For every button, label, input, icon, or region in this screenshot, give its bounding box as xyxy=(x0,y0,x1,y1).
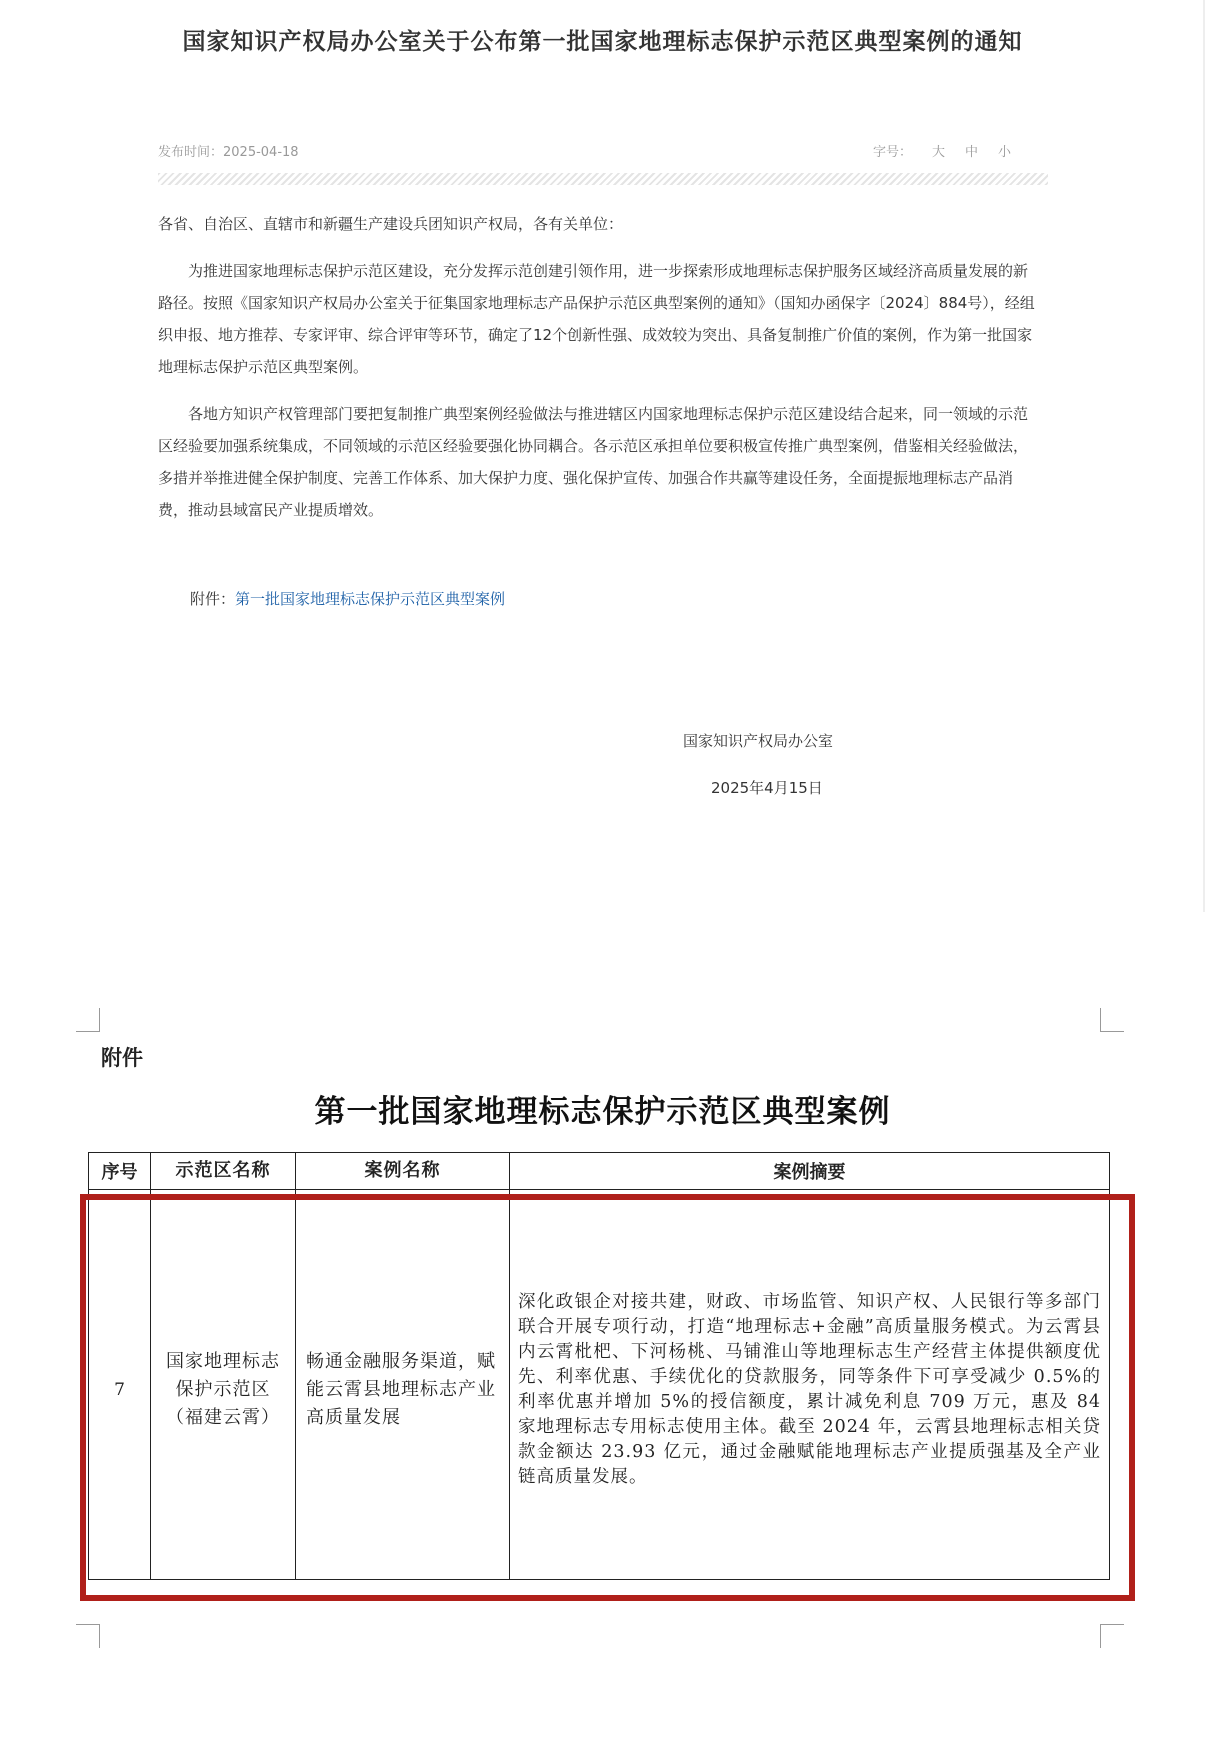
font-size-medium-button[interactable]: 中 xyxy=(965,145,979,160)
attachment-line xyxy=(190,588,505,609)
crop-mark xyxy=(76,1624,100,1648)
cell-summary: 深化政银企对接共建，财政、市场监管、知识产权、人民银行等多部门联合开展专项行动，打造“地理标志+金融”高质量服务模式。为云霄县内云霄枇杷、下河杨桃、马铺淮山等地理标志生产经营主体提供额度优先、利率优惠、手续优化的贷款服务，同等条件下可享受减少 0.5%的利率优惠并增加 5%的授信额度，累计减免利息 709 万元，惠及 84 家地理标志专用标志使用主体。截至 2024 年，云霄县地理标志相关贷款金额达 23.93 亿元，通过金融赋能地理标志产业提质强基及全产业链高质量发展。 xyxy=(510,1200,1110,1580)
crop-mark xyxy=(1100,1008,1124,1032)
table-header-row xyxy=(89,1153,1110,1190)
table-gap-row xyxy=(89,1190,1110,1200)
cell-no: 7 xyxy=(89,1200,151,1580)
attachment-label: 附件： xyxy=(190,590,236,608)
publish-date: 2025-04-18 xyxy=(223,145,299,160)
header-case-name: 案例名称 xyxy=(296,1153,510,1190)
hatched-divider xyxy=(158,173,1048,185)
signature-org: 国家知识产权局办公室 xyxy=(683,732,834,750)
publish-label: 发布时间： xyxy=(158,145,224,160)
body-paragraph: 各地方知识产权管理部门要把复制推广典型案例经验做法与推进辖区内国家地理标志保护示范区建设结合起来，同一领域的示范区经验要加强系统集成，不同领域的示范区经验要强化协同耦合。各示范区承担单位要积极宣传推广典型案例，借鉴相关经验做法，多措并举推进健全保护制度、完善工作体系、加大保护力度、强化保护宣传、加强合作共赢等建设任务，全面提振地理标志产品消费，推动县域富民产业提质增效。 xyxy=(158,405,1029,519)
font-size-label: 字号： xyxy=(873,145,913,160)
publish-info xyxy=(158,141,299,160)
header-no: 序号 xyxy=(89,1153,151,1190)
font-size-small-button[interactable]: 小 xyxy=(998,145,1012,160)
cell-area: 国家地理标志保护示范区（福建云霄） xyxy=(151,1200,296,1580)
font-size-large-button[interactable]: 大 xyxy=(932,145,946,160)
attachment-heading: 附件 xyxy=(101,1045,143,1070)
body-paragraph: 为推进国家地理标志保护示范区建设，充分发挥示范创建引领作用，进一步探索形成地理标志保护服务区域经济高质量发展的新路径。按照《国家知识产权局办公室关于征集国家地理标志产品保护示范区典型案例的通知》（国知办函保字〔2024〕884号），经组织申报、地方推荐、专家评审、综合评审等环节，确定了12个创新性强、成效较为突出、具备复制推广价值的案例，作为第一批国家地理标志保护示范区典型案例。 xyxy=(158,262,1035,376)
cases-table xyxy=(88,1152,1110,1580)
signature-date: 2025年4月15日 xyxy=(711,779,823,797)
crop-mark xyxy=(76,1008,100,1032)
table-row xyxy=(89,1200,1110,1580)
crop-mark xyxy=(1100,1624,1124,1648)
notice-title: 国家知识产权局办公室关于公布第一批国家地理标志保护示范区典型案例的通知 xyxy=(182,29,1023,55)
header-summary: 案例摘要 xyxy=(510,1153,1110,1190)
salutation: 各省、自治区、直辖市和新疆生产建设兵团知识产权局，各有关单位： xyxy=(158,215,624,233)
attachment-link[interactable]: 第一批国家地理标志保护示范区典型案例 xyxy=(235,590,506,608)
cell-case-name: 畅通金融服务渠道，赋能云霄县地理标志产业高质量发展 xyxy=(296,1200,510,1580)
attachment-title: 第一批国家地理标志保护示范区典型案例 xyxy=(314,1094,891,1130)
attachment-scan xyxy=(0,912,1205,1761)
font-size-control xyxy=(873,141,1011,160)
header-area: 示范区名称 xyxy=(151,1153,296,1190)
